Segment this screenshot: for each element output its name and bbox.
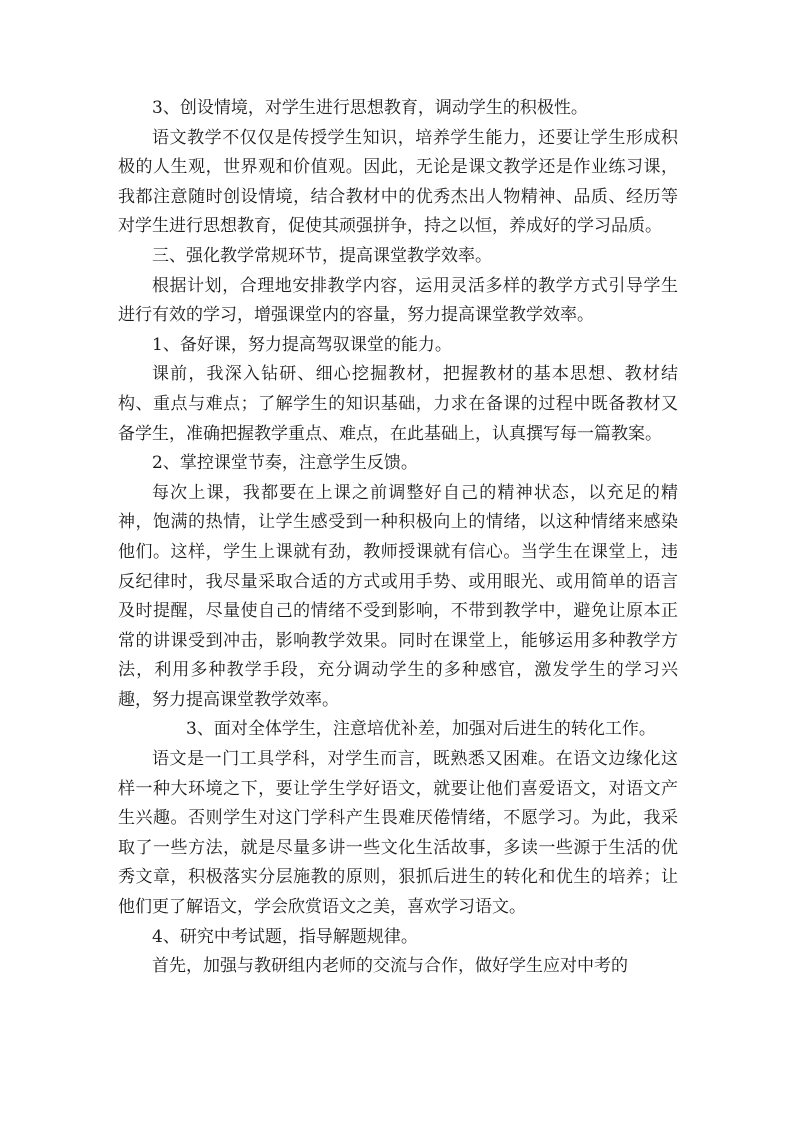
paragraph-moral-education: 语文教学不仅仅是传授学生知识，培养学生能力，还要让学生形成积极的人生观，世界观和价值观。因此，无论是课文教学还是作业练习课，我都注意随时创设情境，结合教材中的优秀杰出人物精神、品质、经历等对学生进行思想教育，促使其顽强拼争，持之以恒，养成好的学习品质。 <box>118 127 678 237</box>
heading-lesson-preparation: 1、备好课，努力提高驾驭课堂的能力。 <box>152 334 452 355</box>
heading-all-students: 3、面对全体学生，注意培优补差，加强对后进生的转化工作。 <box>186 719 656 740</box>
paragraph-teaching-plan: 根据计划，合理地安排教学内容，运用灵活多样的教学方式引导学生进行有效的学习，增强课堂内的容量，努力提高课堂教学效率。 <box>118 275 678 326</box>
paragraph-lesson-preparation: 课前，我深入钻研、细心挖掘教材，把握教材的基本思想、教材结构、重点与难点；了解学生的知识基础，力求在备课的过程中既备教材又备学生，准确把握教学重点、难点，在此基础上，认真撰写每一篇教案。 <box>118 364 678 444</box>
heading-class-rhythm: 2、掌控课堂节奏，注意学生反馈。 <box>152 453 418 474</box>
document-body <box>118 94 678 982</box>
paragraph-class-rhythm: 每次上课，我都要在上课之前调整好自己的精神状态，以充足的精神，饱满的热情，让学生感受到一种积极向上的情绪，以这种情绪来感染他们。这样，学生上课就有劲，教师授课就有信心。当学生在课堂上，违反纪律时，我尽量采取合适的方式或用手势、或用眼光、或用简单的语言及时提醒，尽量使自己的情绪不受到影响，不带到教学中，避免让原本正常的讲课受到冲击，影响教学效果。同时在课堂上，能够运用多种教学方法，利用多种教学手段，充分调动学生的多种感官，激发学生的学习兴趣，努力提高课堂教学效率。 <box>118 482 678 710</box>
paragraph-all-students: 语文是一门工具学科，对学生而言，既熟悉又困难。在语文边缘化这样一种大环境之下，要让学生学好语文，就要让他们喜爱语文，对语文产生兴趣。否则学生对这门学科产生畏难厌倦情绪，不愿学习。为此，我采取了一些方法，就是尽量多讲一些文化生活故事，多读一些源于生活的优秀文章，积极落实分层施教的原则，狠抓后进生的转化和优生的培养；让他们更了解语文，学会欣赏语文之美，喜欢学习语文。 <box>118 749 678 918</box>
paragraph-exam-research: 首先，加强与教研组内老师的交流与合作，做好学生应对中考的 <box>152 956 628 977</box>
heading-exam-research: 4、研究中考试题，指导解题规律。 <box>152 926 418 947</box>
heading-strengthen-routine: 三、强化教学常规环节，提高课堂教学效率。 <box>152 245 492 266</box>
heading-create-situation: 3、创设情境，对学生进行思想教育，调动学生的积极性。 <box>152 98 588 118</box>
